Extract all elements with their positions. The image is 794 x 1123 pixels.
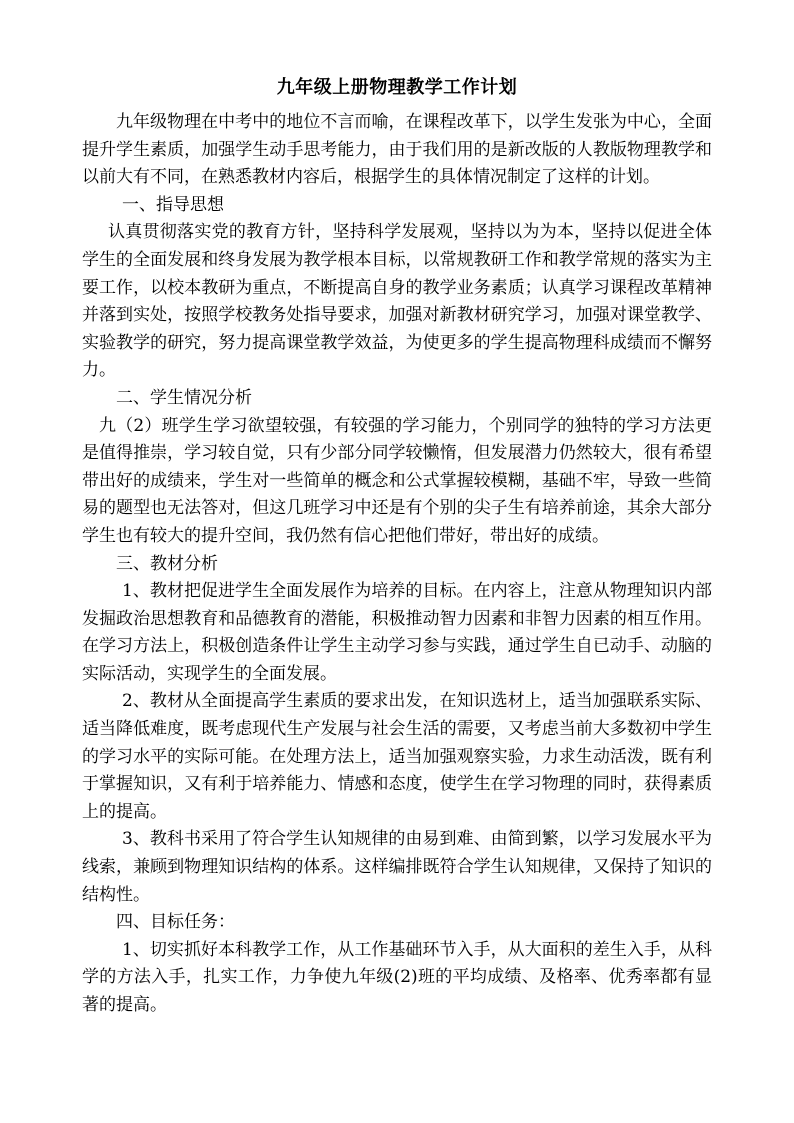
section-body-student-analysis: 九（2）班学生学习欲望较强，有较强的学习能力，个别同学的独特的学习方法更是值得推崇，学习较自觉，只有少部分同学较懒惰，但发展潜力仍然较大，很有希望带出好的成绩来，学生对一些简单的概念和公式掌握较模糊，基础不牢，导致一些简易的题型也无法答对，但这几班学习中还是有个别的尖子生有培养前途，其余大部分学生也有较大的提升空间，我仍然有信心把他们带好，带出好的成绩。 [82, 415, 712, 546]
document-body [82, 109, 712, 1020]
textbook-analysis-item-3: 3、教科书采用了符合学生认知规律的由易到难、由简到繁，以学习发展水平为线索，兼顾到物理知识结构的体系。这样编排既符合学生认知规律，又保持了知识的结构性。 [82, 829, 712, 905]
section-heading-student-analysis: 二、学生情况分析 [116, 387, 252, 408]
section-heading-textbook-analysis: 三、教材分析 [116, 553, 218, 574]
section-body-guiding-thought: 认真贯彻落实党的教育方针，坚持科学发展观，坚持以为为本，坚持以促进全体学生的全面发展和终身发展为教学根本目标，以常规教研工作和教学常规的落实为主要工作，以校本教研为重点，不断提高自身的教学业务素质；认真学习课程改革精神并落到实处，按照学校教务处指导要求，加强对新教材研究学习，加强对课堂教学、实验教学的研究，努力提高课堂教学效益，为使更多的学生提高物理科成绩而不懈努力。 [82, 222, 712, 381]
intro-paragraph: 九年级物理在中考中的地位不言而喻，在课程改革下，以学生发张为中心，全面提升学生素质，加强学生动手思考能力，由于我们用的是新改版的人教版物理教学和以前大有不同，在熟悉教材内容后，根据学生的具体情况制定了这样的计划。 [82, 112, 712, 188]
section-heading-goals: 四、目标任务： [116, 912, 235, 933]
document-page [82, 70, 712, 1020]
document-title: 九年级上册物理教学工作计划 [276, 77, 518, 98]
goals-item-1: 1、切实抓好本科教学工作，从工作基础环节入手，从大面积的差生入手，从科学的方法入手，扎实工作，力争使九年级(2)班的平均成绩、及格率、优秀率都有显著的提高。 [82, 939, 712, 1015]
section-heading-guiding-thought: 一、指导思想 [122, 194, 224, 215]
textbook-analysis-item-1: 1、教材把促进学生全面发展作为培养的目标。在内容上，注意从物理知识内部发掘政治思想教育和品德教育的潜能，积极推动智力因素和非智力因素的相互作用。在学习方法上，积极创造条件让学生主动学习参与实践，通过学生自已动手、动脑的实际活动，实现学生的全面发展。 [82, 581, 712, 684]
textbook-analysis-item-2: 2、教材从全面提高学生素质的要求出发，在知识选材上，适当加强联系实际、适当降低难度，既考虑现代生产发展与社会生活的需要，又考虑当前大多数初中学生的学习水平的实际可能。在处理方法上，适当加强观察实验，力求生动活泼，既有利于掌握知识，又有利于培养能力、情感和态度，使学生在学习物理的同时，获得素质上的提高。 [82, 691, 712, 822]
